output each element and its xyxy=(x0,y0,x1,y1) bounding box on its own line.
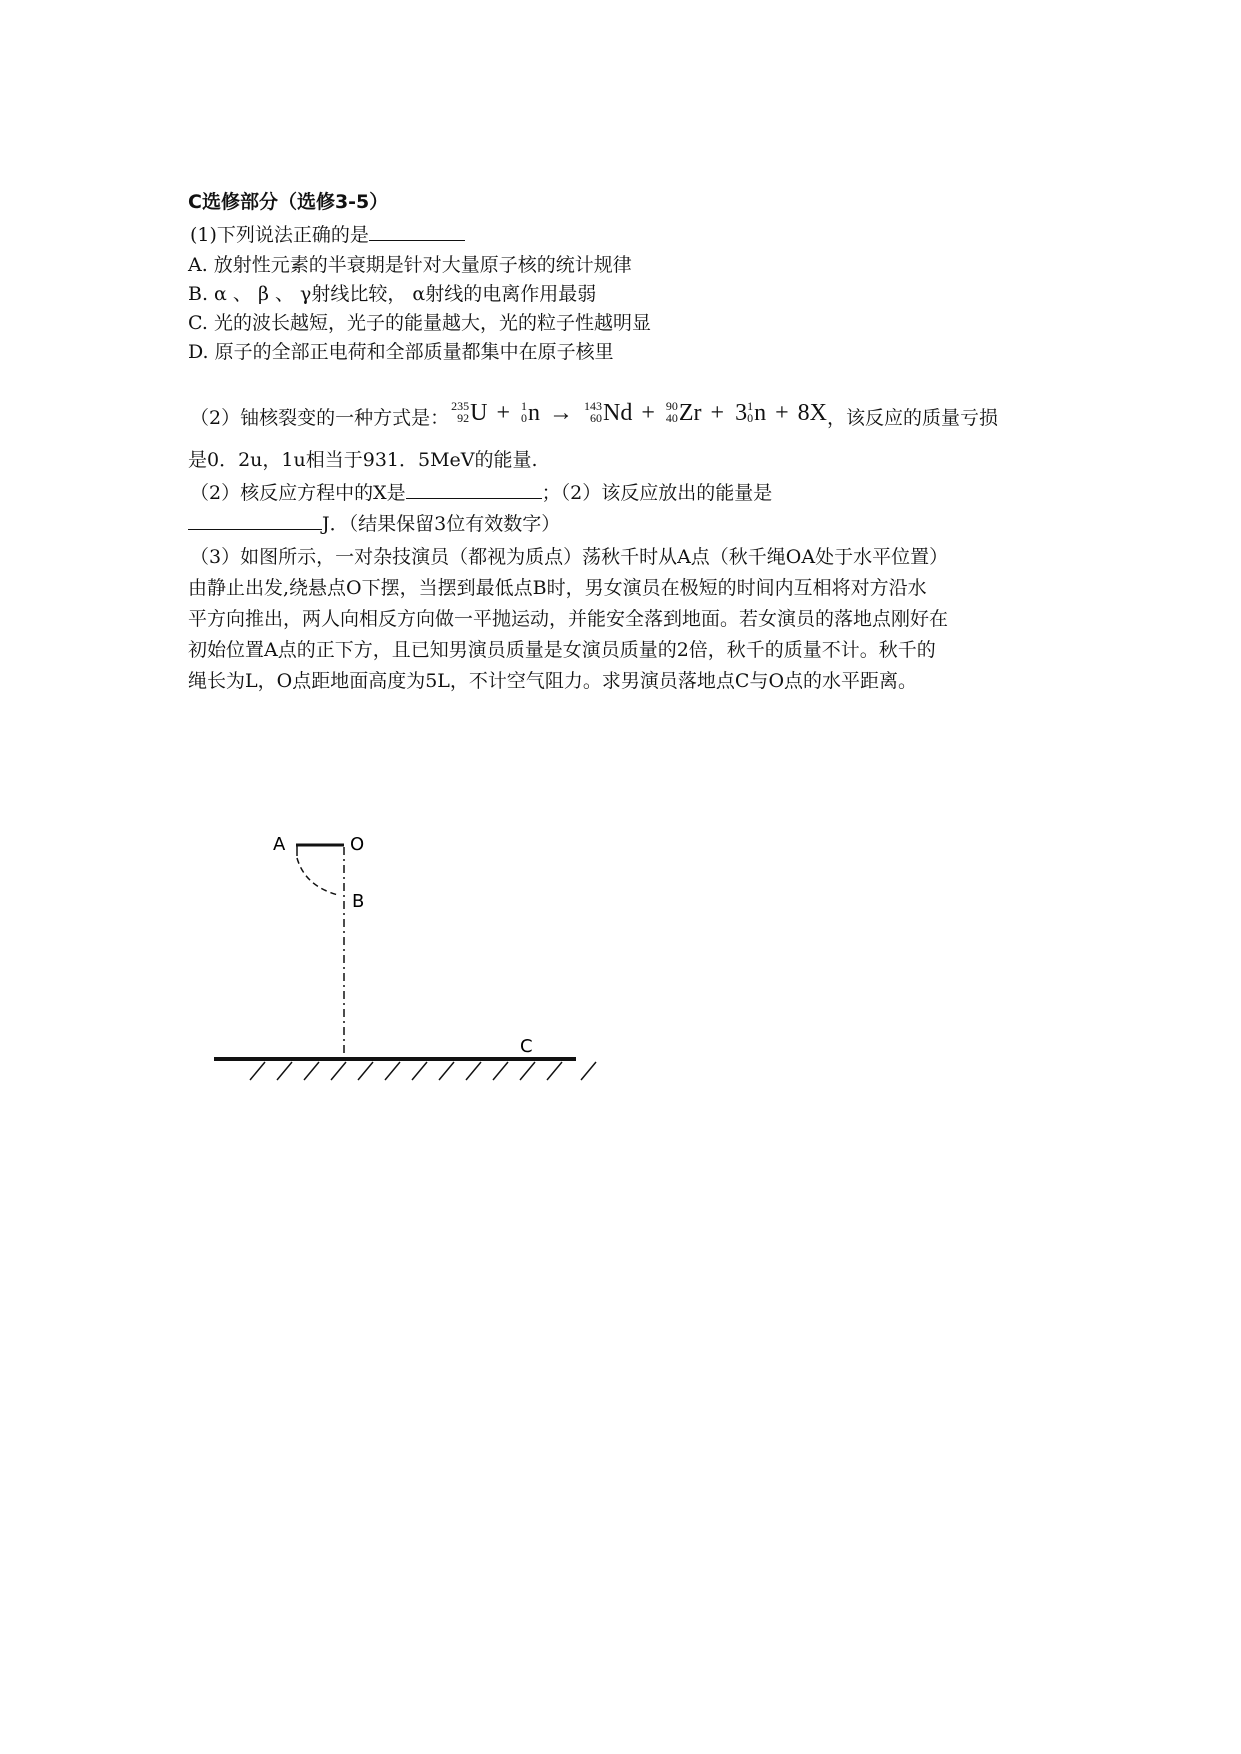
label-b: B xyxy=(352,891,365,912)
answer-blank-1 xyxy=(369,222,465,241)
label-c: C xyxy=(520,1036,533,1057)
nuclide-neodymium: 143 60 Nd xyxy=(583,399,633,426)
answer-blank-2 xyxy=(406,480,542,499)
question-3-line-3: 平方向推出，两人向相反方向做一平抛运动，并能安全落到地面。若女演员的落地点刚好在 xyxy=(188,608,949,630)
product-x: 8X xyxy=(797,400,827,426)
swing-arc xyxy=(297,858,338,895)
question-2-sub-line xyxy=(190,480,772,505)
question-3-line-4: 初始位置A点的正下方，且已知男演员质量是女演员质量的2倍，秋千的质量不计。秋千的 xyxy=(188,639,936,661)
question-2-separator: ； xyxy=(541,482,561,504)
question-2-after-eq: ，该反应的质量亏损 xyxy=(826,407,998,429)
option-d: D. 原子的全部正电荷和全部质量都集中在原子核里 xyxy=(188,341,614,363)
nuclide-uranium: 235 92 U xyxy=(451,399,488,426)
question-2-sub-2: （2）该反应放出的能量是 xyxy=(560,482,773,504)
question-2-intro: （2）铀核裂变的一种方式是： xyxy=(190,407,450,429)
label-o: O xyxy=(350,834,365,855)
question-3-line-5: 绳长为L，O点距地面高度为5L，不计空气阻力。求男演员落地点C与O点的水平距离。 xyxy=(188,670,918,692)
question-2-answer-line xyxy=(188,511,560,536)
nuclide-neutrons: 3 1 0 n xyxy=(735,399,767,426)
ground-hatching xyxy=(250,1062,596,1080)
question-3-line-1: （3）如图所示，一对杂技演员（都视为质点）荡秋千时从A点（秋千绳OA处于水平位置） xyxy=(190,546,949,568)
answer-blank-3 xyxy=(188,511,322,530)
question-2-sub-1: （2）核反应方程中的X是 xyxy=(190,482,406,504)
option-a: A. 放射性元素的半衰期是针对大量原子核的统计规律 xyxy=(188,254,632,276)
option-b: B. α 、 β 、 γ射线比较， α射线的电离作用最弱 xyxy=(188,283,597,305)
option-c: C. 光的波长越短，光子的能量越大，光的粒子性越明显 xyxy=(188,312,651,334)
question-2-intro-line xyxy=(190,399,998,430)
fission-equation: 235 92 U + 1 0 n → 143 60 Nd + 90 40 Zr + 3 1 0 n + 8X xyxy=(451,399,827,426)
question-1-text: (1)下列说法正确的是 xyxy=(190,224,369,246)
label-a: A xyxy=(273,834,286,855)
nuclide-zirconium: 90 40 Zr xyxy=(665,399,702,426)
question-1-prompt xyxy=(190,222,465,247)
nuclide-neutron: 1 0 n xyxy=(520,399,540,426)
question-3-line-2: 由静止出发,绕悬点O下摆，当摆到最低点B时，男女演员在极短的时间内互相将对方沿水 xyxy=(188,577,927,599)
question-2-line-2: 是0．2u，1u相当于931．5MeV的能量. xyxy=(188,449,538,471)
section-heading: C选修部分（选修3-5） xyxy=(188,191,389,213)
question-2-sub-2-end: J．（结果保留3位有效数字） xyxy=(322,513,561,535)
